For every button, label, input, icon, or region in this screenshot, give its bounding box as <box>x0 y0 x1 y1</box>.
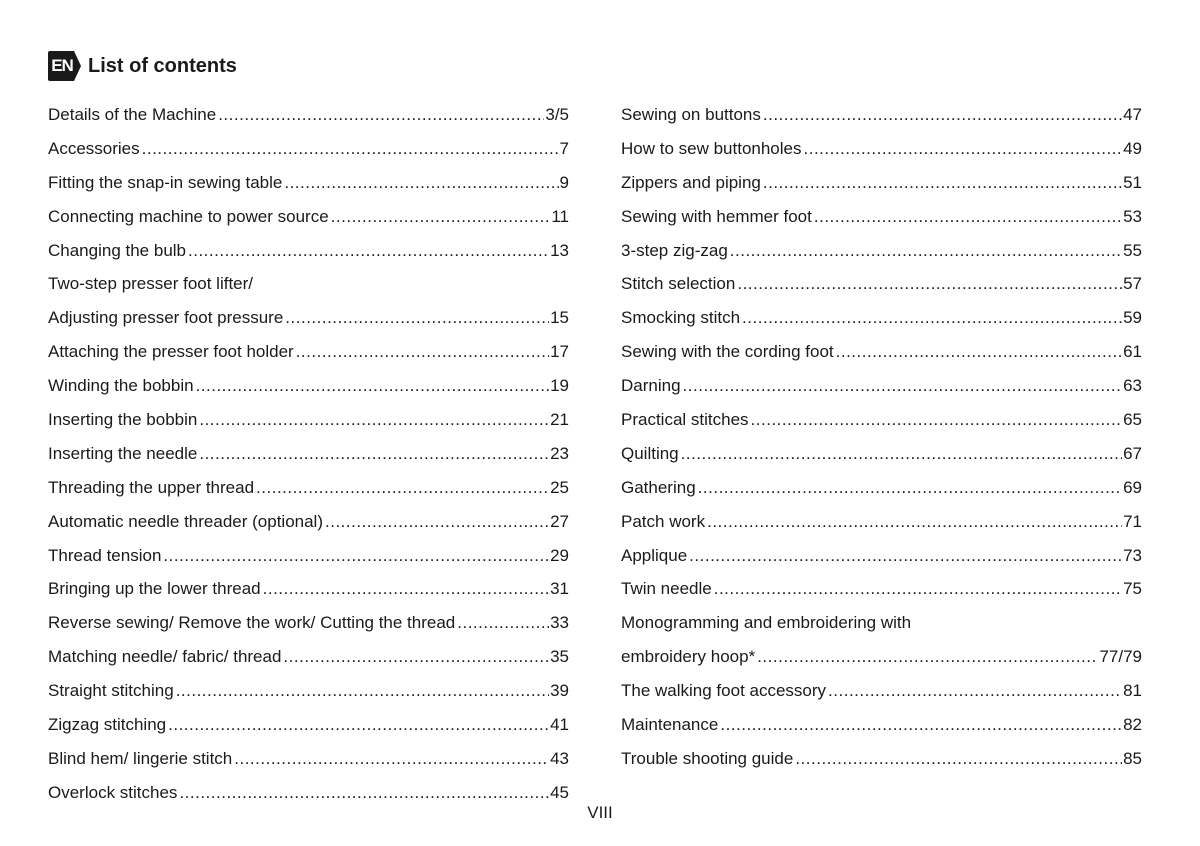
page-header <box>48 51 237 81</box>
dot-leader <box>698 478 1122 498</box>
dot-leader <box>714 579 1122 599</box>
toc-entry <box>48 640 569 674</box>
toc-entry-page: 33 <box>550 613 569 633</box>
toc-entry <box>48 606 569 640</box>
toc-entry-page: 61 <box>1123 342 1142 362</box>
toc-entry-page: 63 <box>1123 376 1142 396</box>
toc-entry-page: 21 <box>550 409 569 429</box>
toc-entry <box>48 674 569 708</box>
toc-entry-page: 3/5 <box>545 104 569 124</box>
dot-leader <box>683 376 1123 396</box>
toc-entry <box>48 369 569 403</box>
contents-column-left <box>48 98 569 810</box>
dot-leader <box>751 410 1123 430</box>
toc-entry-page: 9 <box>559 172 569 192</box>
toc-entry-title: Attaching the presser foot holder <box>48 342 294 362</box>
toc-entry-page: 73 <box>1123 545 1142 565</box>
dot-leader <box>296 342 549 362</box>
dot-leader <box>199 444 549 464</box>
toc-entry-title: Winding the bobbin <box>48 376 194 396</box>
toc-entry <box>48 708 569 742</box>
toc-entry-title: Gathering <box>621 477 696 497</box>
dot-leader <box>763 173 1122 193</box>
toc-entry <box>621 301 1142 335</box>
toc-entry-title: Quilting <box>621 443 679 463</box>
toc-entry-page: 39 <box>550 681 569 701</box>
toc-entry-title: Details of the Machine <box>48 104 217 124</box>
toc-entry-title: Reverse sewing/ Remove the work/ Cutting the thread <box>48 613 456 633</box>
dot-leader <box>196 376 550 396</box>
dot-leader <box>188 241 549 261</box>
toc-entry-page: 51 <box>1123 172 1142 192</box>
toc-entry-title: Applique <box>621 545 688 565</box>
dot-leader <box>284 173 558 193</box>
toc-entry-title: Bringing up the lower thread <box>48 579 261 599</box>
toc-entry <box>48 166 569 200</box>
dot-leader <box>168 715 549 735</box>
toc-entry-page: 25 <box>550 477 569 497</box>
toc-entry <box>621 403 1142 437</box>
dot-leader <box>737 274 1122 294</box>
toc-entry-page: 43 <box>550 748 569 768</box>
toc-entry-page: 69 <box>1123 477 1142 497</box>
toc-entry-title: Patch work <box>621 511 706 531</box>
contents-column-right <box>621 98 1142 776</box>
toc-entry <box>48 301 569 335</box>
toc-entry <box>621 708 1142 742</box>
toc-entry <box>48 539 569 573</box>
toc-entry-title: 3-step zig-zag <box>621 240 728 260</box>
toc-entry-title: Matching needle/ fabric/ thread <box>48 647 282 667</box>
toc-entry <box>48 98 569 132</box>
toc-entry-page: 75 <box>1123 579 1142 599</box>
toc-entry-page: 85 <box>1123 748 1142 768</box>
toc-entry-page: 35 <box>550 647 569 667</box>
toc-entry-title: Connecting machine to power source <box>48 206 329 226</box>
toc-entry <box>621 267 1142 301</box>
toc-entry-title: Accessories <box>48 138 140 158</box>
toc-entry-title: Fitting the snap-in sewing table <box>48 172 283 192</box>
toc-entry <box>48 132 569 166</box>
dot-leader <box>234 749 549 769</box>
toc-entry <box>621 437 1142 471</box>
toc-entry <box>621 471 1142 505</box>
dot-leader <box>163 546 549 566</box>
dot-leader <box>742 308 1122 328</box>
dot-leader <box>763 105 1122 125</box>
toc-entry-title: How to sew buttonholes <box>621 138 802 158</box>
toc-entry-title: Threading the upper thread <box>48 477 255 497</box>
dot-leader <box>836 342 1122 362</box>
dot-leader <box>179 783 549 803</box>
dot-leader <box>757 647 1098 667</box>
dot-leader <box>325 512 549 532</box>
toc-entry-title: Sewing with the cording foot <box>621 342 834 362</box>
toc-entry <box>621 606 1142 640</box>
toc-entry-page: 13 <box>550 240 569 260</box>
toc-entry <box>621 742 1142 776</box>
language-code: EN <box>51 56 73 75</box>
toc-entry-page: 55 <box>1123 240 1142 260</box>
toc-entry-page: 71 <box>1123 511 1142 531</box>
dot-leader <box>256 478 549 498</box>
dot-leader <box>828 681 1122 701</box>
toc-entry-title: Two-step presser foot lifter/ <box>48 274 254 294</box>
dot-leader <box>730 241 1122 261</box>
toc-entry <box>621 572 1142 606</box>
dot-leader <box>681 444 1122 464</box>
toc-entry-title: embroidery hoop* <box>621 647 756 667</box>
toc-entry-page: 45 <box>550 782 569 802</box>
dot-leader <box>218 105 544 125</box>
language-badge-icon <box>48 51 82 81</box>
toc-entry <box>48 267 569 301</box>
toc-entry <box>621 98 1142 132</box>
toc-entry-page: 29 <box>550 545 569 565</box>
toc-entry <box>621 369 1142 403</box>
toc-entry-title: Changing the bulb <box>48 240 187 260</box>
toc-entry-page: 11 <box>551 206 569 226</box>
dot-leader <box>199 410 549 430</box>
dot-leader <box>457 613 549 633</box>
toc-entry-title: Stitch selection <box>621 274 736 294</box>
toc-entry-page: 31 <box>550 579 569 599</box>
toc-entry-title: Thread tension <box>48 545 162 565</box>
toc-entry-title: Inserting the needle <box>48 443 198 463</box>
toc-entry <box>48 200 569 234</box>
toc-entry-title: Zippers and piping <box>621 172 761 192</box>
page-number: VIII <box>587 803 613 822</box>
toc-entry-title: The walking foot accessory <box>621 681 827 701</box>
toc-entry-page: 17 <box>550 342 569 362</box>
toc-entry <box>48 572 569 606</box>
toc-entry <box>621 674 1142 708</box>
toc-entry <box>48 335 569 369</box>
toc-entry <box>48 505 569 539</box>
dot-leader <box>285 308 549 328</box>
toc-entry <box>621 335 1142 369</box>
dot-leader <box>804 139 1123 159</box>
toc-entry-title: Smocking stitch <box>621 308 741 328</box>
toc-entry-title: Adjusting presser foot pressure <box>48 308 284 328</box>
toc-entry-title: Practical stitches <box>621 409 749 429</box>
toc-entry-page: 65 <box>1123 409 1142 429</box>
toc-entry-page: 41 <box>550 714 569 734</box>
toc-entry-title: Overlock stitches <box>48 782 178 802</box>
toc-entry-title: Twin needle <box>621 579 712 599</box>
dot-leader <box>331 207 551 227</box>
toc-entry-page: 59 <box>1123 308 1142 328</box>
toc-entry <box>48 403 569 437</box>
toc-entry-page: 7 <box>559 138 569 158</box>
toc-entry-title: Trouble shooting guide <box>621 748 794 768</box>
toc-entry-title: Blind hem/ lingerie stitch <box>48 748 233 768</box>
toc-entry-page: 67 <box>1123 443 1142 463</box>
toc-entry-page: 77/79 <box>1099 647 1142 667</box>
toc-entry-title: Sewing with hemmer foot <box>621 206 812 226</box>
toc-entry <box>621 640 1142 674</box>
toc-entry <box>621 166 1142 200</box>
toc-entry-page: 81 <box>1123 681 1142 701</box>
dot-leader <box>283 647 549 667</box>
toc-entry-page: 15 <box>550 308 569 328</box>
dot-leader <box>142 139 559 159</box>
page-title: List of contents <box>88 54 237 77</box>
toc-entry-title: Maintenance <box>621 714 719 734</box>
toc-entry <box>621 200 1142 234</box>
dot-leader <box>176 681 549 701</box>
toc-entry <box>48 437 569 471</box>
toc-entry-page: 49 <box>1123 138 1142 158</box>
dot-leader <box>263 579 549 599</box>
toc-entry <box>48 471 569 505</box>
toc-entry <box>621 505 1142 539</box>
dot-leader <box>720 715 1122 735</box>
dot-leader <box>689 546 1122 566</box>
toc-entry-page: 53 <box>1123 206 1142 226</box>
toc-entry <box>48 234 569 268</box>
toc-entry-title: Zigzag stitching <box>48 714 167 734</box>
toc-entry-title: Inserting the bobbin <box>48 409 198 429</box>
toc-entry-page: 23 <box>550 443 569 463</box>
toc-entry-page: 82 <box>1123 714 1142 734</box>
toc-entry-title: Automatic needle threader (optional) <box>48 511 323 531</box>
dot-leader <box>795 749 1122 769</box>
toc-entry <box>621 539 1142 573</box>
toc-entry-page: 47 <box>1123 104 1142 124</box>
toc-entry-title: Monogramming and embroidering with <box>621 613 912 633</box>
toc-entry <box>48 742 569 776</box>
dot-leader <box>814 207 1122 227</box>
toc-entry-page: 27 <box>550 511 569 531</box>
toc-entry-title: Darning <box>621 376 681 396</box>
toc-entry-title: Straight stitching <box>48 681 174 701</box>
toc-entry-page: 19 <box>550 376 569 396</box>
toc-entry <box>621 234 1142 268</box>
dot-leader <box>707 512 1122 532</box>
toc-entry-title: Sewing on buttons <box>621 104 761 124</box>
toc-entry <box>621 132 1142 166</box>
toc-entry-page: 57 <box>1123 274 1142 294</box>
